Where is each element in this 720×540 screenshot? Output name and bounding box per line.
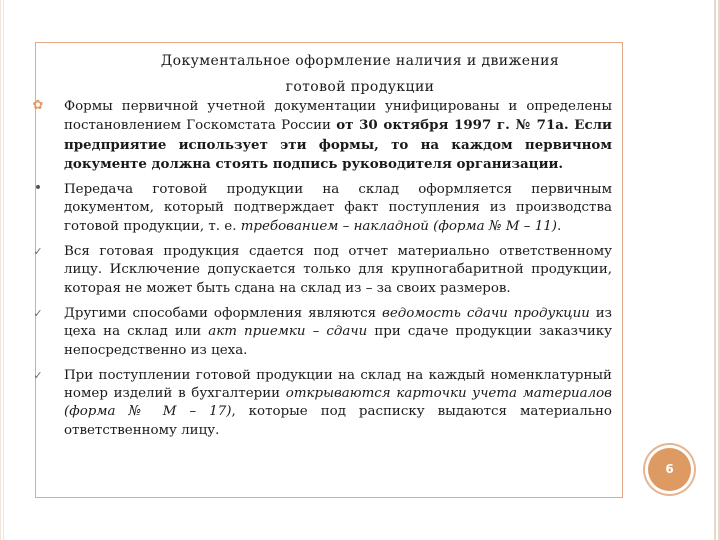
list-item — [32, 98, 612, 174]
item-text: Передача готовой продукции на склад оформляется первичным документом, который подтверждает факт поступления из производства готовой продукции, т. е. — [64, 182, 612, 234]
item-text-end: , которые под расписку выдаются материально ответственному лицу. — [64, 404, 612, 438]
item-text: из цеха на склад или — [64, 305, 612, 340]
list-item — [33, 367, 612, 440]
check-bullet-icon: ✓ — [33, 306, 43, 320]
item-italic-text: требованием – накладной (форма № М – 11) — [240, 218, 557, 234]
slide-title — [0, 48, 720, 100]
title-line-2: готовой продукции — [285, 79, 435, 95]
flower-bullet-icon: ✿ — [32, 98, 44, 113]
item-italic-text: открываются карточки учета материалов (форма № М – 17) — [64, 386, 612, 420]
bullet-list — [32, 98, 613, 447]
item-text-end: при сдаче продукции заказчику непосредственно из цеха. — [64, 324, 613, 358]
item-italic-text: ведомость сдачи продукции — [382, 305, 590, 321]
dot-bullet-icon: • — [33, 180, 43, 197]
item-text: При поступлении готовой продукции на склад на каждый номенклатурный номер изделий в бухгалтерии — [64, 367, 612, 402]
item-bold-text: от 30 октября 1997 г. № 71а. Если предприятие использует эти формы, то на каждом первичном документе должна стоять подпись руководителя организации. — [64, 117, 612, 172]
item-text-end: . — [556, 218, 562, 234]
item-italic-text: акт приемки – сдачи — [208, 324, 368, 340]
list-item — [33, 243, 612, 298]
list-item — [33, 180, 612, 236]
check-bullet-icon: ✓ — [33, 368, 43, 382]
item-text: Другими способами оформления являются — [64, 305, 383, 321]
title-line-1: Документальное оформление наличия и движения — [160, 53, 560, 69]
check-bullet-icon: ✓ — [33, 245, 43, 259]
page-number-badge: 6 — [648, 448, 691, 491]
item-text: Формы первичной учетной документации унифицированы и определены постановлением Госкомстата России — [64, 99, 612, 134]
item-text: Вся готовая продукция сдается под отчет материально ответственному лицу. Исключение допускается только для крупногабаритной продукции, которая не может быть сдана на склад из – за своих размеров. — [64, 244, 612, 296]
list-item — [33, 305, 613, 360]
